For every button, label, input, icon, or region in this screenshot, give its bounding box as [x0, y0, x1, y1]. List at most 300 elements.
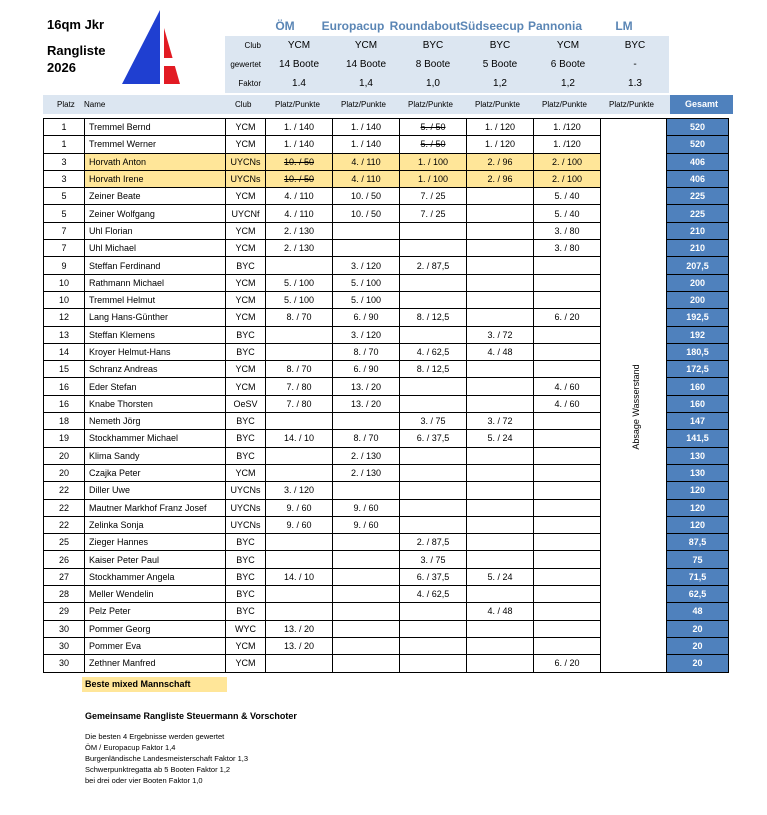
score-value: 10. / 50	[283, 156, 315, 167]
cell-club: BYC	[226, 447, 266, 464]
cell-total: 20	[667, 620, 729, 637]
cell-total: 160	[667, 378, 729, 395]
cell-score	[266, 326, 333, 343]
cell-club: YCM	[226, 655, 266, 672]
score-value: 1. /120	[553, 122, 581, 133]
cell-score	[333, 430, 400, 447]
cell-score	[534, 482, 601, 499]
cell-total: 120	[667, 499, 729, 516]
cell-total: 192,5	[667, 309, 729, 326]
cell-score	[266, 188, 333, 205]
score-value: 7. / 25	[420, 208, 446, 219]
event-club-row	[225, 36, 669, 55]
cell-name: Zeiner Wolfgang	[85, 205, 226, 222]
score-value: 1. / 140	[283, 122, 315, 133]
cell-name: Czajka Peter	[85, 464, 226, 481]
cell-platz: 26	[44, 551, 85, 568]
score-value: 6. / 37,5	[416, 571, 450, 582]
cell-score	[467, 291, 534, 308]
score-value: 6. / 20	[554, 312, 580, 323]
event-faktor-value: 1,2	[493, 78, 507, 89]
cell-score	[266, 568, 333, 585]
cell-name: Stockhammer Michael	[85, 430, 226, 447]
col-pp-suedseecup: Platz/Punkte	[475, 100, 520, 109]
cell-score	[534, 586, 601, 603]
cell-platz: 29	[44, 603, 85, 620]
cell-club: YCM	[226, 464, 266, 481]
cell-score	[266, 205, 333, 222]
cell-score	[333, 568, 400, 585]
event-club-value: BYC	[624, 40, 646, 51]
score-value: 1. / 100	[417, 174, 449, 185]
score-value: 8. / 70	[286, 364, 312, 375]
footer-title: Gemeinsame Rangliste Steuermann & Vorschoter	[85, 711, 297, 721]
score-value: 7. / 80	[286, 381, 312, 392]
score-value: 9. / 60	[286, 519, 312, 530]
score-value: 5. / 100	[283, 277, 315, 288]
score-value: 1. / 100	[417, 156, 449, 167]
cell-score	[400, 222, 467, 239]
score-value: 5. / 100	[283, 295, 315, 306]
cell-total: 225	[667, 205, 729, 222]
cell-score	[333, 516, 400, 533]
cell-platz: 30	[44, 655, 85, 672]
sail-blue-shape	[122, 10, 160, 84]
event-faktor-value: 1.4	[292, 78, 306, 89]
score-value: 4. / 110	[284, 208, 314, 219]
cell-platz: 20	[44, 447, 85, 464]
score-value: 5. / 24	[487, 571, 513, 582]
cell-score	[467, 119, 534, 136]
cell-score	[400, 309, 467, 326]
score-value: 6. / 37,5	[416, 433, 450, 444]
cell-score	[266, 430, 333, 447]
cell-club: WYC	[226, 620, 266, 637]
cell-total: 120	[667, 482, 729, 499]
cell-score	[266, 447, 333, 464]
lm-cancelled-note	[628, 357, 644, 457]
cell-score	[534, 222, 601, 239]
score-value: 3. / 72	[487, 416, 513, 427]
cell-name: Zelinka Sonja	[85, 516, 226, 533]
col-club: Club	[235, 100, 252, 109]
cell-name: Eder Stefan	[85, 378, 226, 395]
score-value: 2. / 100	[551, 156, 583, 167]
cell-total: 210	[667, 222, 729, 239]
cell-name: Uhl Florian	[85, 222, 226, 239]
score-value: 3. / 75	[420, 416, 446, 427]
cell-score	[400, 188, 467, 205]
cell-score	[333, 309, 400, 326]
score-value: 1. / 120	[484, 122, 516, 133]
cell-score	[266, 534, 333, 551]
cell-club: BYC	[226, 413, 266, 430]
cell-score	[400, 136, 467, 153]
col-pp-oem: Platz/Punkte	[275, 100, 320, 109]
cell-total: 147	[667, 413, 729, 430]
cell-score	[333, 586, 400, 603]
score-value: 2. / 96	[487, 174, 513, 185]
event-faktor-value: 1,4	[359, 78, 373, 89]
cell-platz: 10	[44, 291, 85, 308]
cell-total: 207,5	[667, 257, 729, 274]
cell-score	[333, 291, 400, 308]
cell-score	[467, 222, 534, 239]
score-value: 5. / 100	[350, 277, 382, 288]
cell-score	[467, 620, 534, 637]
cell-total: 520	[667, 136, 729, 153]
cell-score	[467, 534, 534, 551]
score-value: 2. / 87,5	[416, 260, 450, 271]
cell-name: Diller Uwe	[85, 482, 226, 499]
cell-score	[400, 430, 467, 447]
cell-score	[400, 568, 467, 585]
cell-total: 160	[667, 395, 729, 412]
cell-name: Tremmel Helmut	[85, 291, 226, 308]
cell-score	[333, 274, 400, 291]
cell-total: 141,5	[667, 430, 729, 447]
cell-score	[534, 378, 601, 395]
cell-score	[266, 482, 333, 499]
cell-score	[333, 395, 400, 412]
score-value: 14. / 10	[283, 433, 315, 444]
cell-platz: 22	[44, 499, 85, 516]
cell-score	[534, 326, 601, 343]
cell-name: Zieger Hannes	[85, 534, 226, 551]
cell-total: 20	[667, 637, 729, 654]
score-value: 8. / 12,5	[416, 312, 450, 323]
cell-name: Stockhammer Angela	[85, 568, 226, 585]
cell-score	[400, 586, 467, 603]
cell-score	[400, 343, 467, 360]
col-name: Name	[84, 100, 106, 109]
cell-platz: 7	[44, 240, 85, 257]
score-value: 4. / 110	[351, 156, 381, 167]
cell-club: UYCNs	[226, 482, 266, 499]
cell-score	[266, 655, 333, 672]
cell-score	[266, 586, 333, 603]
cell-total: 87,5	[667, 534, 729, 551]
cell-score	[400, 464, 467, 481]
cell-name: Pommer Eva	[85, 637, 226, 654]
cell-name: Lang Hans-Günther	[85, 309, 226, 326]
legend-mixed-team: Beste mixed Mannschaft	[82, 677, 227, 692]
column-header	[43, 95, 733, 114]
cell-score	[333, 447, 400, 464]
event-faktor-row	[225, 74, 669, 93]
event-faktor-label: Faktor	[238, 79, 261, 88]
cell-club: YCM	[226, 188, 266, 205]
cell-club: YCM	[226, 361, 266, 378]
cell-score	[534, 464, 601, 481]
score-value: 5. / 100	[350, 295, 382, 306]
cell-name: Klima Sandy	[85, 447, 226, 464]
cell-platz: 5	[44, 205, 85, 222]
cell-score	[266, 309, 333, 326]
score-value: 5. / 40	[554, 191, 580, 202]
cell-score	[266, 464, 333, 481]
cell-club: YCM	[226, 637, 266, 654]
score-value: 3. / 80	[554, 243, 580, 254]
cell-score	[333, 153, 400, 170]
cell-score	[333, 413, 400, 430]
cell-name: Knabe Thorsten	[85, 395, 226, 412]
cell-score	[266, 603, 333, 620]
cell-name: Zethner Manfred	[85, 655, 226, 672]
score-value: 10. / 50	[283, 174, 315, 185]
cell-score	[534, 309, 601, 326]
cell-score	[266, 240, 333, 257]
cell-name: Horvath Irene	[85, 170, 226, 187]
event-club-label: Club	[244, 41, 261, 50]
cell-score	[534, 430, 601, 447]
col-pp-pannonia: Platz/Punkte	[542, 100, 587, 109]
score-value: 4. / 62,5	[416, 347, 450, 357]
cell-score	[534, 568, 601, 585]
cell-club: BYC	[226, 551, 266, 568]
cell-total: 406	[667, 153, 729, 170]
cell-platz: 16	[44, 395, 85, 412]
score-value: 8. / 70	[353, 347, 379, 357]
cell-score	[467, 482, 534, 499]
cell-score	[534, 153, 601, 170]
cell-name: Kaiser Peter Paul	[85, 551, 226, 568]
score-value: 6. / 90	[353, 312, 379, 323]
ranking-table	[43, 118, 729, 673]
score-value: 9. / 60	[286, 502, 312, 513]
cell-score	[467, 136, 534, 153]
event-name: LM	[615, 19, 633, 33]
score-value: 4. / 110	[284, 191, 314, 202]
cell-score	[534, 136, 601, 153]
score-value: 5. / 50	[420, 122, 446, 133]
cell-score	[266, 119, 333, 136]
cell-score	[333, 378, 400, 395]
cell-club: BYC	[226, 430, 266, 447]
cell-score	[467, 205, 534, 222]
cell-score	[400, 326, 467, 343]
cell-score	[333, 205, 400, 222]
cell-score	[467, 326, 534, 343]
cell-score	[467, 274, 534, 291]
event-club-value: BYC	[422, 40, 444, 51]
cell-total: 200	[667, 274, 729, 291]
cell-club: BYC	[226, 326, 266, 343]
cell-score	[333, 240, 400, 257]
cell-score	[266, 343, 333, 360]
cell-score	[400, 413, 467, 430]
cell-score	[467, 170, 534, 187]
cell-score	[400, 637, 467, 654]
event-faktor-value: 1.3	[628, 78, 642, 89]
cell-total: 180,5	[667, 343, 729, 360]
cell-score	[266, 274, 333, 291]
footer-notes	[85, 731, 248, 786]
cell-score	[333, 620, 400, 637]
cell-score	[467, 378, 534, 395]
cell-platz: 12	[44, 309, 85, 326]
score-value: 8. / 70	[286, 312, 312, 323]
cell-score	[400, 257, 467, 274]
cell-total: 172,5	[667, 361, 729, 378]
cell-score	[400, 603, 467, 620]
page-subtitle: Rangliste	[47, 43, 106, 58]
cell-score	[534, 291, 601, 308]
score-value: 3. / 120	[350, 329, 382, 340]
score-value: 3. / 75	[420, 554, 446, 565]
score-value: 10. / 50	[350, 191, 382, 202]
cell-club: YCM	[226, 309, 266, 326]
cell-platz: 13	[44, 326, 85, 343]
cell-score	[534, 119, 601, 136]
cell-score	[467, 551, 534, 568]
cell-score	[400, 205, 467, 222]
col-gesamt: Gesamt	[670, 95, 733, 114]
cell-score	[467, 603, 534, 620]
event-gewertet-value: 8 Boote	[415, 59, 451, 70]
cell-total: 406	[667, 170, 729, 187]
cell-club: BYC	[226, 568, 266, 585]
cell-score	[400, 240, 467, 257]
footer-note: Schwerpunktregatta ab 5 Booten Faktor 1,2	[85, 765, 231, 774]
cell-score	[534, 603, 601, 620]
footer-note: Die besten 4 Ergebnisse werden gewertet	[85, 732, 225, 741]
cell-total: 225	[667, 188, 729, 205]
cell-name: Uhl Michael	[85, 240, 226, 257]
cell-score	[400, 655, 467, 672]
cell-total: 20	[667, 655, 729, 672]
event-gewertet-value: 14 Boote	[278, 59, 320, 70]
cell-platz: 25	[44, 534, 85, 551]
score-value: 7. / 25	[420, 191, 446, 202]
cell-platz: 1	[44, 119, 85, 136]
score-value: 8. / 12,5	[416, 364, 450, 375]
cell-score	[333, 464, 400, 481]
score-value: 4. / 48	[487, 347, 513, 357]
event-gewertet-row	[225, 55, 669, 74]
score-value: 13. / 20	[350, 398, 382, 409]
cell-club: BYC	[226, 257, 266, 274]
cell-score	[534, 257, 601, 274]
footer-note: Burgenländische Landesmeisterschaft Faktor 1,3	[85, 754, 249, 763]
event-info-panel	[225, 36, 669, 93]
cell-score	[400, 499, 467, 516]
cell-score	[400, 447, 467, 464]
cell-score	[266, 551, 333, 568]
cell-platz: 22	[44, 482, 85, 499]
cell-score	[467, 499, 534, 516]
cell-name: Zeiner Beate	[85, 188, 226, 205]
cell-score	[400, 620, 467, 637]
cell-platz: 10	[44, 274, 85, 291]
cell-score	[266, 516, 333, 533]
col-platz: Platz	[57, 100, 75, 109]
cell-club: YCM	[226, 222, 266, 239]
score-value: 4. / 60	[554, 398, 580, 409]
cell-name: Pommer Georg	[85, 620, 226, 637]
cell-club: BYC	[226, 586, 266, 603]
score-value: 7. / 80	[286, 398, 312, 409]
cell-club: BYC	[226, 603, 266, 620]
cell-score	[333, 326, 400, 343]
cell-score	[333, 343, 400, 360]
cell-score	[534, 637, 601, 654]
cell-score	[534, 447, 601, 464]
cell-name: Schranz Andreas	[85, 361, 226, 378]
cell-score	[266, 291, 333, 308]
cell-club: YCM	[226, 291, 266, 308]
score-value: 6. / 90	[353, 364, 379, 375]
score-value: 4. / 110	[351, 174, 381, 185]
cell-name: Meller Wendelin	[85, 586, 226, 603]
event-name: Pannonia	[527, 19, 582, 33]
cell-score	[534, 361, 601, 378]
cell-platz: 18	[44, 413, 85, 430]
cell-score	[266, 170, 333, 187]
cell-score	[467, 464, 534, 481]
cell-score	[467, 655, 534, 672]
cell-platz: 28	[44, 586, 85, 603]
cell-score	[400, 534, 467, 551]
cell-score	[467, 413, 534, 430]
cell-score	[333, 534, 400, 551]
cell-score	[467, 240, 534, 257]
cell-score	[333, 170, 400, 187]
cell-score	[467, 568, 534, 585]
cell-total: 192	[667, 326, 729, 343]
cell-platz: 16	[44, 378, 85, 395]
cell-club: BYC	[226, 534, 266, 551]
cell-score	[467, 309, 534, 326]
cell-score	[266, 637, 333, 654]
footer-note: bei drei oder vier Booten Faktor 1,0	[85, 776, 203, 785]
score-value: 3. / 72	[487, 329, 513, 340]
cell-score	[266, 413, 333, 430]
cell-platz: 9	[44, 257, 85, 274]
cell-score	[400, 153, 467, 170]
score-value: 1. / 140	[350, 122, 382, 133]
cell-score	[400, 291, 467, 308]
cell-club: YCM	[226, 136, 266, 153]
table-row	[44, 119, 729, 136]
cell-total: 71,5	[667, 568, 729, 585]
cell-score	[266, 361, 333, 378]
cell-score	[333, 637, 400, 654]
cell-score	[534, 343, 601, 360]
event-name: ÖM	[275, 19, 295, 33]
score-value: 10. / 50	[350, 208, 382, 219]
cell-score	[467, 586, 534, 603]
cell-score	[333, 222, 400, 239]
score-value: 2. / 130	[283, 225, 315, 236]
cell-name: Horvath Anton	[85, 153, 226, 170]
cell-score	[534, 499, 601, 516]
cell-score	[333, 482, 400, 499]
score-value: 1. / 120	[484, 139, 516, 150]
event-club-value: YCM	[287, 40, 311, 51]
cell-score	[467, 430, 534, 447]
cell-score	[467, 153, 534, 170]
cell-name: Steffan Klemens	[85, 326, 226, 343]
score-value: 1. /120	[553, 139, 581, 150]
cell-platz: 27	[44, 568, 85, 585]
cell-score	[400, 482, 467, 499]
cell-score	[534, 205, 601, 222]
cell-score	[534, 188, 601, 205]
cell-platz: 14	[44, 343, 85, 360]
cell-score	[266, 222, 333, 239]
cell-score	[333, 655, 400, 672]
